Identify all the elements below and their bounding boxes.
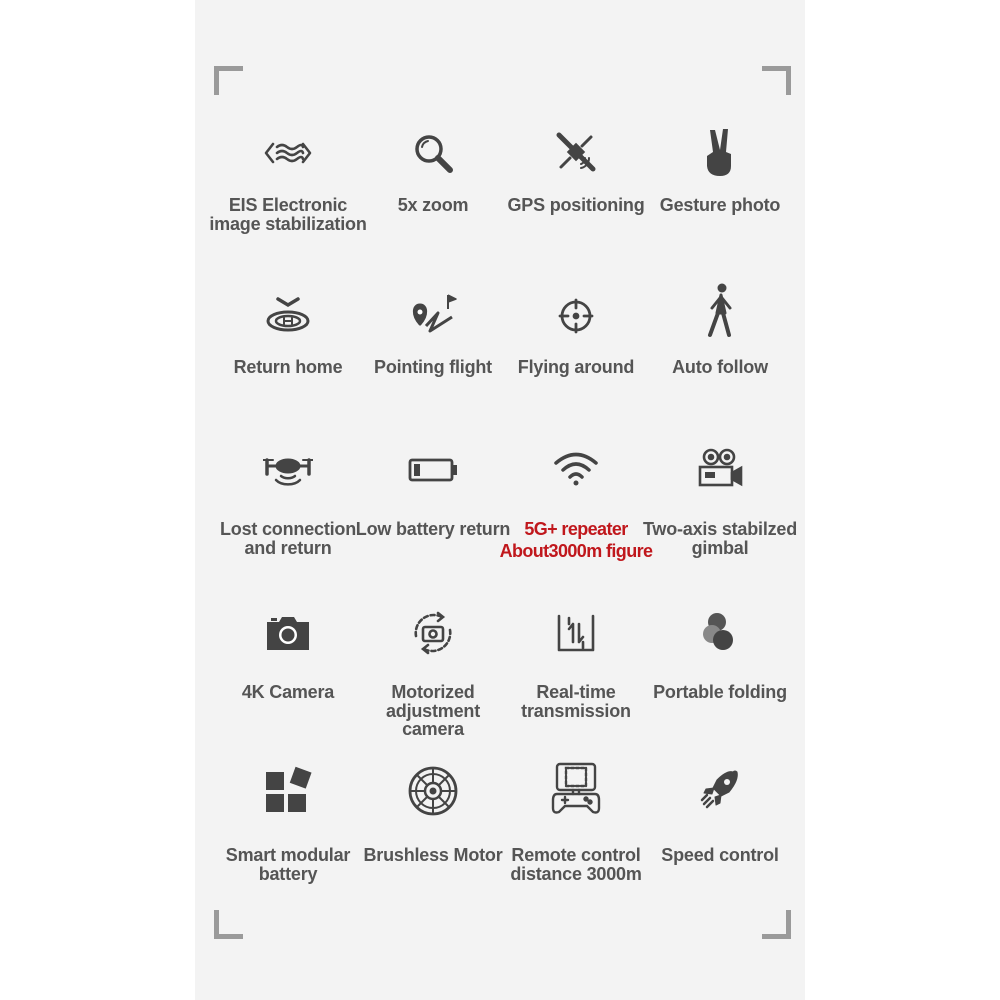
magnifier-icon	[408, 128, 458, 178]
motor-icon	[408, 766, 458, 816]
corner-bracket-top-left	[214, 66, 243, 95]
drone-signal-icon	[263, 444, 313, 494]
feature-label: Low battery return	[355, 519, 511, 539]
corner-bracket-bottom-right	[762, 910, 791, 939]
feature-label: Gesture photo	[659, 195, 781, 215]
wave-stabilization-icon	[263, 128, 313, 178]
feature-label: Portable folding	[653, 682, 787, 702]
feature-label: Brushless Motor	[363, 845, 503, 865]
feature-label: Return home	[233, 357, 343, 377]
feature-label: GPS positioning	[507, 195, 645, 215]
feature-label: Remote control distance 3000m	[510, 845, 642, 884]
feature-label: Speed control	[661, 845, 779, 865]
victory-hand-icon	[695, 128, 745, 178]
feature-label: 4K Camera	[241, 682, 335, 702]
feature-label: Real-time transmission	[521, 682, 631, 721]
crosshair-icon	[551, 291, 601, 341]
feature-label: Flying around	[517, 357, 635, 377]
feature-label: 5x zoom	[397, 195, 469, 215]
corner-bracket-bottom-left	[214, 910, 243, 939]
feature-label: EIS Electronic image stabilization	[209, 195, 367, 234]
feature-label-highlight: 5G+ repeater About3000m figure	[499, 519, 653, 561]
camera-icon	[263, 608, 313, 658]
feature-label: Pointing flight	[374, 357, 492, 377]
corner-bracket-top-right	[762, 66, 791, 95]
transfer-arrows-icon	[551, 608, 601, 658]
feature-label: Two-axis stabilzed gimbal	[642, 519, 798, 558]
gamepad-phone-icon	[551, 762, 601, 818]
feature-label: Auto follow	[672, 357, 768, 377]
feature-label: Motorized adjustment camera	[385, 682, 480, 739]
rotating-camera-icon	[408, 608, 458, 658]
satellite-icon	[551, 128, 601, 178]
feature-label: Smart modular battery	[225, 845, 351, 884]
low-battery-icon	[408, 444, 458, 494]
helipad-icon	[263, 291, 313, 341]
rocket-icon	[695, 766, 745, 816]
movie-camera-icon	[695, 444, 745, 494]
route-pin-icon	[408, 291, 458, 341]
modular-blocks-icon	[263, 766, 313, 816]
wifi-icon	[551, 444, 601, 494]
feature-label: Lost connection and return	[220, 519, 356, 558]
walking-person-icon	[695, 283, 745, 341]
folding-circles-icon	[695, 608, 745, 658]
